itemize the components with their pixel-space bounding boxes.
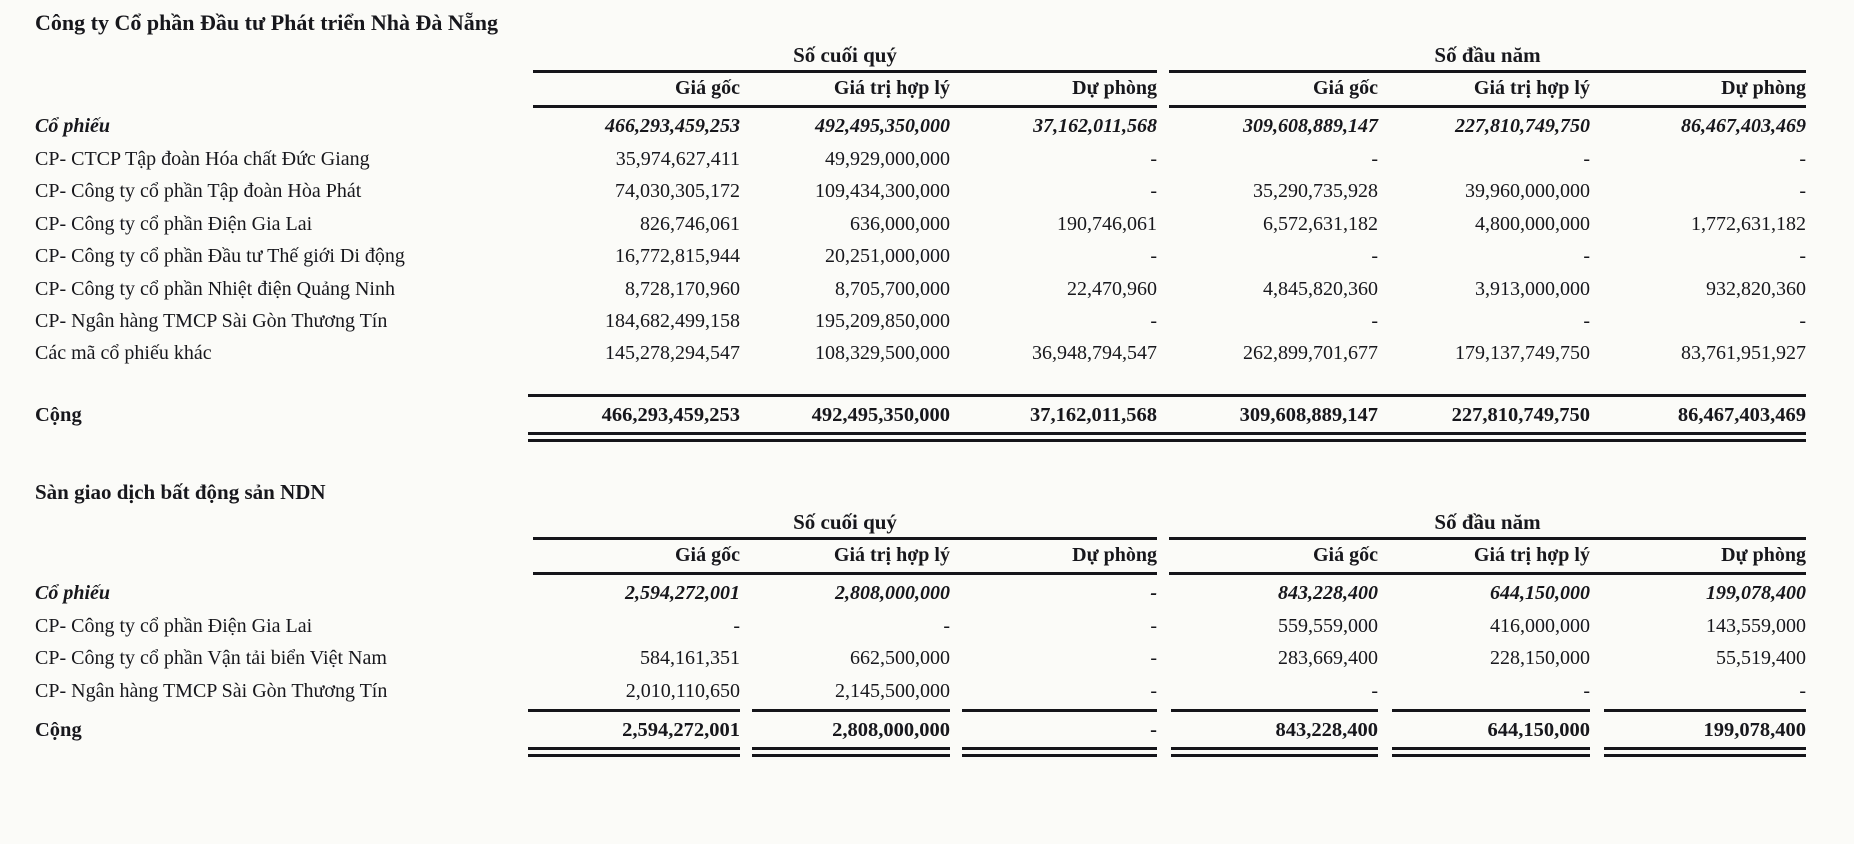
- table-row: [35, 305, 1806, 337]
- cell-value: -: [1583, 148, 1590, 170]
- row-label: CP- Công ty cổ phần Tập đoàn Hòa Phát: [35, 180, 362, 203]
- stock-investments-table-1: [35, 42, 1854, 446]
- cell-value: -: [1150, 719, 1157, 742]
- cell-value: 466,293,459,253: [605, 115, 740, 137]
- cell-value: 20,251,000,000: [825, 245, 950, 268]
- cell-value: 35,974,627,411: [615, 148, 740, 170]
- col-header-fair-value: Giá trị hợp lý: [1473, 543, 1590, 566]
- cell-value: 228,150,000: [1490, 647, 1590, 670]
- cell-value: 49,929,000,000: [825, 148, 950, 170]
- cell-value: 37,162,011,568: [1030, 403, 1157, 426]
- cell-value: 283,669,400: [1278, 647, 1378, 670]
- cell-value: 3,913,000,000: [1475, 277, 1590, 300]
- cell-value: 843,228,400: [1278, 581, 1378, 604]
- col-header-fair-value: Giá trị hợp lý: [833, 543, 950, 566]
- cell-value: 309,608,889,147: [1239, 403, 1378, 426]
- cell-value: 644,150,000: [1490, 581, 1590, 604]
- cell-value: -: [943, 614, 950, 637]
- cell-value: 86,467,403,469: [1681, 115, 1806, 137]
- cell-value: 309,608,889,147: [1243, 115, 1378, 137]
- table-row-stocks-summary: [35, 577, 1806, 610]
- row-label: CP- Công ty cổ phần Vận tải biển Việt Nam: [35, 647, 387, 670]
- table-row: [35, 642, 1806, 674]
- cell-value: 2,808,000,000: [835, 581, 950, 604]
- cell-value: 2,145,500,000: [835, 679, 950, 702]
- table-row-stocks-summary: [35, 110, 1806, 143]
- row-label: Các mã cổ phiếu khác: [35, 342, 212, 365]
- row-label: CP- Công ty cổ phần Điện Gia Lai: [35, 212, 313, 235]
- table-row: [35, 208, 1806, 240]
- cell-value: 492,495,350,000: [811, 403, 950, 426]
- row-label: Cộng: [35, 719, 82, 742]
- col-group-end-of-quarter: Số cuối quý: [533, 42, 1157, 73]
- col-header-fair-value: Giá trị hợp lý: [1473, 77, 1590, 99]
- table-row: [35, 337, 1806, 369]
- row-label: Cộng: [35, 403, 82, 426]
- section-title: Sàn giao dịch bất động sản NDN: [35, 479, 326, 504]
- stock-investments-table-2: [35, 509, 1854, 761]
- row-label: CP- Công ty cổ phần Điện Gia Lai: [35, 614, 313, 637]
- cell-value: 190,746,061: [1057, 212, 1157, 235]
- row-label: Cổ phiếu: [35, 115, 111, 137]
- cell-value: 179,137,749,750: [1455, 342, 1590, 365]
- cell-value: 143,559,000: [1706, 614, 1806, 637]
- col-header-cost: Giá gốc: [675, 543, 740, 566]
- row-label: CP- Công ty cổ phần Nhiệt điện Quảng Ninh: [35, 277, 395, 300]
- cell-value: 843,228,400: [1275, 719, 1378, 742]
- cell-value: -: [1150, 614, 1157, 637]
- cell-value: 262,899,701,677: [1243, 342, 1378, 365]
- cell-value: -: [1150, 647, 1157, 670]
- table-row-total: [35, 399, 1806, 432]
- cell-value: 39,960,000,000: [1465, 180, 1590, 203]
- page-title: Công ty Cổ phần Đầu tư Phát triển Nhà Đà Nẵng: [35, 10, 499, 35]
- cell-value: -: [1799, 679, 1806, 702]
- cell-value: -: [1583, 245, 1590, 268]
- cell-value: -: [1150, 679, 1157, 702]
- table-row: [35, 675, 1806, 707]
- total-double-underline: [35, 432, 1806, 446]
- table-row-total: [35, 714, 1806, 747]
- cell-value: 8,705,700,000: [835, 277, 950, 300]
- cell-value: -: [1583, 310, 1590, 333]
- table-row: [35, 175, 1806, 207]
- cell-value: 1,772,631,182: [1691, 212, 1806, 235]
- cell-value: 4,800,000,000: [1475, 212, 1590, 235]
- col-header-provision: Dự phòng: [1721, 543, 1806, 566]
- table-row: [35, 273, 1806, 305]
- cell-value: 37,162,011,568: [1033, 115, 1157, 137]
- total-divider: [35, 392, 1806, 399]
- cell-value: 145,278,294,547: [605, 342, 740, 365]
- cell-value: -: [1799, 180, 1806, 203]
- cell-value: 4,845,820,360: [1263, 277, 1378, 300]
- cell-value: 83,761,951,927: [1681, 342, 1806, 365]
- cell-value: 108,329,500,000: [815, 342, 950, 365]
- cell-value: -: [1150, 245, 1157, 268]
- cell-value: 559,559,000: [1278, 614, 1378, 637]
- cell-value: -: [1371, 245, 1378, 268]
- column-group-header-row: [35, 42, 1806, 73]
- cell-value: 36,948,794,547: [1032, 342, 1157, 365]
- cell-value: 16,772,815,944: [615, 245, 740, 268]
- cell-value: 2,594,272,001: [625, 581, 740, 604]
- cell-value: 932,820,360: [1706, 277, 1806, 300]
- cell-value: 184,682,499,158: [605, 310, 740, 333]
- row-label: CP- Công ty cổ phần Đầu tư Thế giới Di động: [35, 245, 405, 268]
- cell-value: 199,078,400: [1703, 719, 1806, 742]
- col-group-beginning-of-year: Số đầu năm: [1169, 509, 1806, 540]
- cell-value: -: [1150, 148, 1157, 170]
- cell-value: 8,728,170,960: [625, 277, 740, 300]
- cell-value: -: [1799, 310, 1806, 333]
- col-header-provision: Dự phòng: [1721, 77, 1806, 99]
- cell-value: 644,150,000: [1487, 719, 1590, 742]
- col-header-cost: Giá gốc: [675, 77, 740, 99]
- cell-value: 636,000,000: [850, 212, 950, 235]
- cell-value: -: [1583, 679, 1590, 702]
- cell-value: 55,519,400: [1716, 647, 1806, 670]
- col-header-cost: Giá gốc: [1313, 543, 1378, 566]
- header-divider: [35, 570, 1806, 577]
- cell-value: 492,495,350,000: [815, 115, 950, 137]
- cell-value: -: [733, 614, 740, 637]
- cell-value: -: [1799, 245, 1806, 268]
- cell-value: 195,209,850,000: [815, 310, 950, 333]
- cell-value: 227,810,749,750: [1451, 403, 1590, 426]
- cell-value: 2,808,000,000: [832, 719, 950, 742]
- column-header-row: [35, 540, 1806, 570]
- col-group-end-of-quarter: Số cuối quý: [533, 509, 1157, 540]
- col-header-provision: Dự phòng: [1072, 543, 1157, 566]
- column-header-row: [35, 73, 1806, 103]
- cell-value: 22,470,960: [1067, 277, 1157, 300]
- cell-value: 227,810,749,750: [1455, 115, 1590, 137]
- cell-value: -: [1371, 148, 1378, 170]
- cell-value: 109,434,300,000: [815, 180, 950, 203]
- col-header-provision: Dự phòng: [1072, 77, 1157, 99]
- col-group-beginning-of-year: Số đầu năm: [1169, 42, 1806, 73]
- cell-value: 662,500,000: [850, 647, 950, 670]
- cell-value: 466,293,459,253: [601, 403, 740, 426]
- cell-value: 826,746,061: [640, 212, 740, 235]
- table-row: [35, 143, 1806, 175]
- cell-value: 74,030,305,172: [615, 180, 740, 203]
- row-label: Cổ phiếu: [35, 581, 111, 604]
- cell-value: -: [1150, 581, 1157, 604]
- cell-value: -: [1371, 310, 1378, 333]
- col-header-cost: Giá gốc: [1313, 77, 1378, 99]
- cell-value: 2,010,110,650: [625, 679, 740, 702]
- row-label: CP- CTCP Tập đoàn Hóa chất Đức Giang: [35, 148, 370, 170]
- cell-value: 2,594,272,001: [622, 719, 740, 742]
- total-divider: [35, 707, 1806, 714]
- cell-value: -: [1371, 679, 1378, 702]
- cell-value: -: [1150, 310, 1157, 333]
- column-group-header-row: [35, 509, 1806, 540]
- cell-value: 199,078,400: [1706, 581, 1806, 604]
- table-row: [35, 610, 1806, 642]
- cell-value: 6,572,631,182: [1263, 212, 1378, 235]
- cell-value: 584,161,351: [640, 647, 740, 670]
- header-divider: [35, 103, 1806, 110]
- cell-value: 86,467,403,469: [1677, 403, 1806, 426]
- cell-value: -: [1799, 148, 1806, 170]
- row-label: CP- Ngân hàng TMCP Sài Gòn Thương Tín: [35, 679, 388, 702]
- col-header-fair-value: Giá trị hợp lý: [833, 77, 950, 99]
- cell-value: -: [1150, 180, 1157, 203]
- total-double-underline: [35, 747, 1806, 761]
- cell-value: 416,000,000: [1490, 614, 1590, 637]
- table-row: [35, 240, 1806, 272]
- row-label: CP- Ngân hàng TMCP Sài Gòn Thương Tín: [35, 310, 388, 333]
- cell-value: 35,290,735,928: [1253, 180, 1378, 203]
